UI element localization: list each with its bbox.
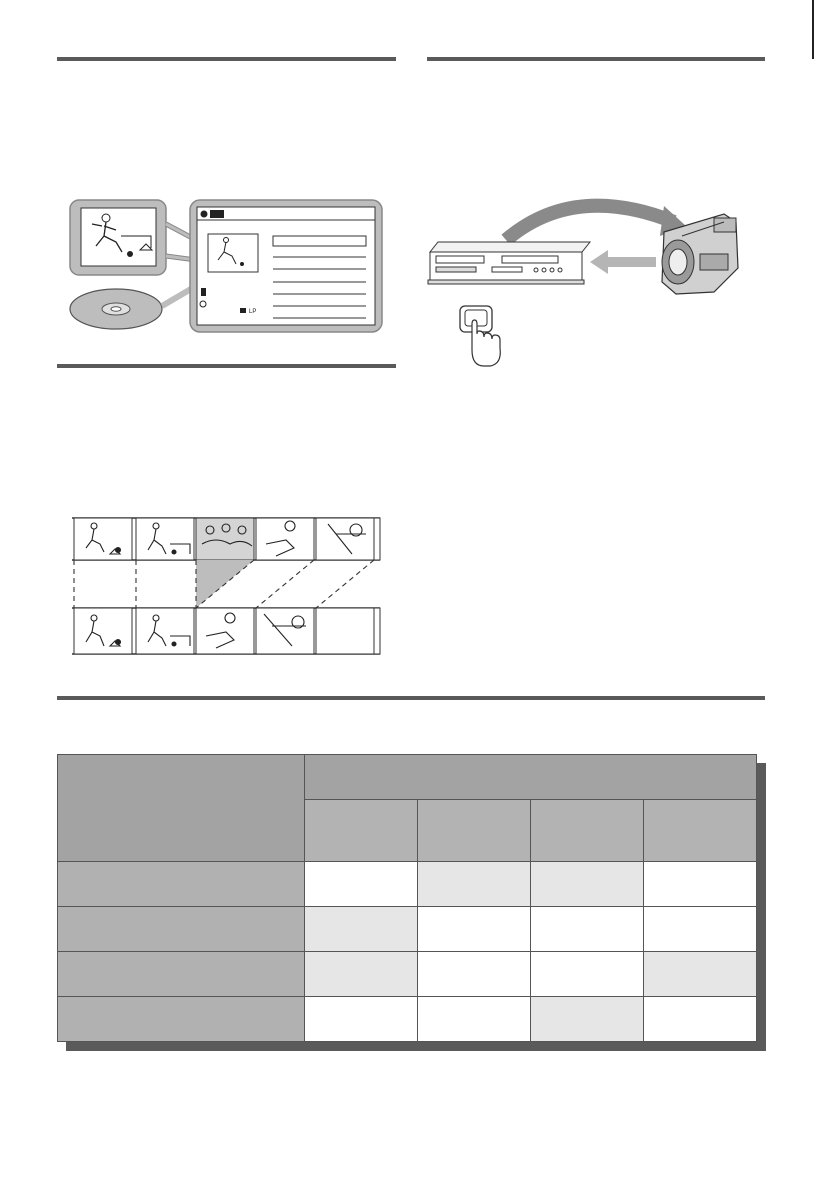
left-arrow-icon (590, 250, 608, 274)
section-rule-editing (57, 364, 396, 368)
table-row (58, 997, 757, 1042)
dubbing-illustration (424, 192, 744, 372)
table-cell (305, 862, 418, 907)
table-cell (418, 862, 531, 907)
table-row (58, 952, 757, 997)
disc-icon (70, 289, 162, 329)
table-cell (418, 907, 531, 952)
table-cell (418, 952, 531, 997)
table-cell (644, 907, 757, 952)
table-cell (305, 907, 418, 952)
row-header (58, 907, 305, 952)
section-rule-title-menu (57, 57, 396, 61)
table-cell (644, 997, 757, 1042)
button-press-icon (460, 306, 500, 366)
column-header (305, 800, 418, 862)
column-header (418, 800, 531, 862)
row-header (58, 952, 305, 997)
row-header (58, 862, 305, 907)
title-menu-screen (190, 200, 382, 332)
section-rule-compatibility (57, 696, 765, 700)
dvd-vcr-recorder-icon (428, 242, 590, 284)
page-cut-mark (812, 0, 814, 59)
table-cell (531, 997, 644, 1042)
title-menu-illustration (66, 196, 386, 336)
column-header (531, 800, 644, 862)
table-row (58, 862, 757, 907)
table-cell (305, 952, 418, 997)
table-row (58, 907, 757, 952)
table-cell (644, 862, 757, 907)
table-corner-header (58, 755, 305, 862)
thumbnail-bubble (70, 200, 166, 275)
compatibility-table (57, 754, 757, 1042)
column-header (644, 800, 757, 862)
lp-mode-label: LP (249, 309, 257, 315)
table-cell (531, 907, 644, 952)
table-cell (305, 997, 418, 1042)
section-rule-dubbing (427, 57, 765, 61)
table-cell (644, 952, 757, 997)
table-cell (418, 997, 531, 1042)
table-group-header (305, 755, 757, 800)
table-cell (531, 862, 644, 907)
scene-editing-illustration (66, 514, 384, 660)
row-header (58, 997, 305, 1042)
table-cell (531, 952, 644, 997)
